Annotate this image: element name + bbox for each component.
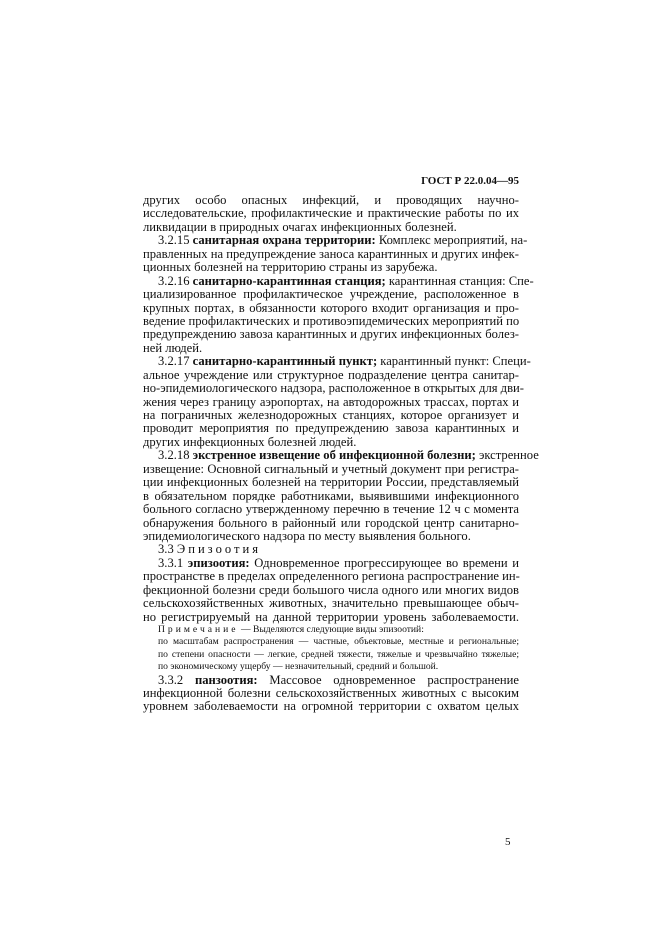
clause-number: 3.3.1 <box>158 555 188 570</box>
note-label: Примечание <box>158 624 239 635</box>
note-line <box>143 636 519 648</box>
line-text: циализированное профилактическое учреждение, расположенное в <box>143 287 519 302</box>
line-text: на пограничных железнодорожных станциях, которое организует и <box>143 408 519 422</box>
line-text: инфекционной болезни сельскохозяйственных животных с высоким <box>143 686 519 700</box>
line-text: уровнем заболеваемости на огромной территории с охватом целых <box>143 699 519 714</box>
line-text: больного согласно утвержденному перечню в течение 12 ч с момента <box>143 502 519 517</box>
text-line <box>143 261 519 274</box>
text-line <box>143 436 519 449</box>
line-text: других инфекционных болезней людей. <box>143 434 357 449</box>
line-text: правленных на предупреждение заноса карантинных и других инфек- <box>143 246 519 261</box>
line-text: извещение: Основной сигнальный и учетный документ при регистра- <box>143 461 519 476</box>
text-line <box>143 476 519 489</box>
line-text: но регистрируемый на данной территории уровень заболеваемости. <box>143 609 519 624</box>
defined-term: экстренное извещение об инфекционной болезни; <box>192 448 476 463</box>
text-line <box>143 700 519 713</box>
text-line <box>143 328 519 341</box>
text-line <box>143 302 519 315</box>
line-text: — Выделяются следующие виды эпизоотий: <box>238 624 424 635</box>
text-line <box>143 315 519 328</box>
text-line <box>143 221 519 234</box>
page-number: 5 <box>505 836 511 848</box>
document-body <box>143 193 539 714</box>
line-text: ведение профилактических и противоэпидемических мероприятий по <box>143 313 520 328</box>
line-text: ции инфекционных болезней на территории России, представляемый <box>143 475 519 490</box>
text-line <box>143 584 519 597</box>
line-text: Одновременное прогрессирующее во времени и <box>249 555 519 570</box>
clause-heading-line <box>143 557 519 570</box>
line-text: ционных болезней на территорию страны из зарубежа. <box>143 260 438 275</box>
text-line <box>143 288 519 301</box>
line-text: ликвидации в природных очагах инфекционных болезней. <box>143 219 457 234</box>
text-line <box>143 248 519 261</box>
line-text: по степени опасности — легкие, средней тяжести, тяжелые и чрезвычайно тяжелые; <box>158 648 519 660</box>
text-line <box>143 422 519 435</box>
clause-heading-line <box>143 543 519 556</box>
clause-number: 3.2.18 <box>158 448 193 463</box>
defined-term: панзоотия: <box>194 672 258 687</box>
line-text: эпидемиологического надзора по месту выявления больного. <box>143 528 471 543</box>
line-text: жения через границу аэропортах, на автодорожных трассах, портах и <box>143 394 519 409</box>
line-text: исследовательские, профилактические и практические работы по их <box>143 206 519 221</box>
text-line <box>143 503 519 516</box>
line-text: по масштабам распространения — частные, объектовые, местные и региональные; <box>158 636 519 648</box>
section-title: Эпизоотия <box>176 542 262 557</box>
clause-number: 3.3.2 <box>158 672 195 687</box>
text-line <box>143 570 519 583</box>
text-line <box>143 530 519 543</box>
defined-term: санитарно-карантинный пункт; <box>192 354 378 369</box>
line-text: Комплекс мероприятий, на- <box>375 233 528 248</box>
defined-term: санитарная охрана территории: <box>192 233 376 248</box>
defined-term: санитарно-карантинная станция; <box>192 273 386 288</box>
document-code-header: ГОСТ Р 22.0.04—95 <box>421 175 519 187</box>
note-line <box>143 649 519 661</box>
line-text: фекционной болезни среди большого числа одного или многих видов <box>143 582 519 597</box>
line-text: но-эпидемиологического надзора, расположенное в открытых для дви- <box>143 381 524 396</box>
clause-number: 3.2.17 <box>158 354 193 369</box>
text-line <box>143 687 519 700</box>
clause-number: 3.2.16 <box>158 273 193 288</box>
text-line <box>143 409 519 422</box>
text-line <box>143 490 519 503</box>
line-text: альное учреждение или структурное подразделение центра санитар- <box>143 367 519 382</box>
line-text: проводит мероприятия по предупреждению завоза карантинных и <box>143 421 519 436</box>
note-line <box>143 624 519 636</box>
text-line <box>143 517 519 530</box>
clause-heading-line <box>143 233 528 248</box>
clause-heading-line <box>143 273 534 288</box>
line-text: в обязательном порядке работниками, выявившими инфекционного <box>143 488 519 503</box>
text-line <box>143 597 519 610</box>
text-line <box>143 381 524 396</box>
line-text: ней людей. <box>143 340 203 355</box>
line-text: по экономическому ущербу — незначительный, средний и большой. <box>158 661 439 673</box>
text-line <box>143 207 519 220</box>
line-text: Массовое одновременное распространение <box>257 672 519 687</box>
line-text: крупных портах, в обязанности которого входит организация и про- <box>143 300 519 315</box>
text-line <box>143 369 519 382</box>
text-line <box>143 396 519 409</box>
clause-heading-line <box>143 354 531 369</box>
line-text: карантинная станция: Спе- <box>385 273 534 288</box>
text-line <box>143 194 519 207</box>
text-line <box>143 342 519 355</box>
line-text: сельскохозяйственных животных, значительно превышающее обыч- <box>143 596 519 611</box>
line-text: других особо опасных инфекций, и проводящих научно- <box>143 193 519 207</box>
clause-heading-line <box>143 674 519 687</box>
line-text: предупреждению завоза карантинных и других инфекционных болез- <box>143 327 519 342</box>
defined-term: эпизоотия: <box>187 555 250 570</box>
clause-number: 3.2.15 <box>158 233 193 248</box>
line-text: обнаружения больного в районный или городской центр санитарно- <box>143 515 519 530</box>
line-text: карантинный пункт: Специ- <box>377 354 531 369</box>
line-text: пространстве в пределах определенного региона распространение ин- <box>143 569 520 584</box>
line-text: экстренное <box>475 448 539 463</box>
clause-heading-line <box>143 448 539 463</box>
clause-number: 3.3 <box>158 542 177 557</box>
text-line <box>143 611 519 624</box>
text-line <box>143 463 519 476</box>
